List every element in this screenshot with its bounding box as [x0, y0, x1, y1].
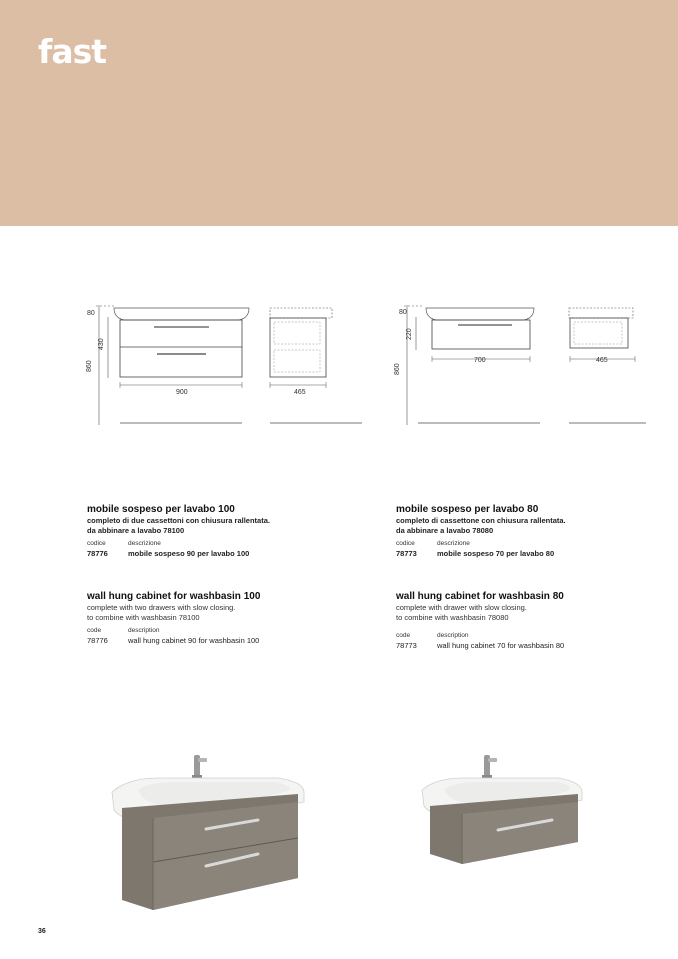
product-description: wall hung cabinet 70 for washbasin 80 — [437, 641, 565, 650]
description-label: descrizione — [437, 540, 470, 547]
product-code: 78773 — [396, 549, 417, 558]
product-desc: da abbinare a lavabo 78100 — [87, 526, 185, 535]
description-label: description — [128, 627, 160, 634]
page-number: 36 — [38, 928, 46, 935]
product-photo-right — [418, 750, 588, 875]
product-right-en — [396, 591, 656, 651]
code-label: codice — [87, 540, 106, 547]
dim-depth: 465 — [294, 389, 306, 396]
code-table — [396, 631, 656, 651]
product-title: mobile sospeso per lavabo 100 — [87, 504, 235, 515]
description-label: descrizione — [128, 540, 161, 547]
dim-mid: 220 — [406, 328, 413, 340]
product-desc: to combine with washbasin 78080 — [396, 613, 509, 622]
product-description: mobile sospeso 70 per lavabo 80 — [437, 549, 555, 558]
product-code: 78773 — [396, 641, 417, 650]
brand-logo: fast — [38, 32, 107, 71]
code-label: codice — [396, 540, 415, 547]
dim-depth: 465 — [596, 357, 608, 364]
code-table — [87, 626, 347, 646]
dim-mid: 430 — [98, 338, 105, 350]
description-label: description — [437, 632, 469, 639]
product-code: 78776 — [87, 636, 108, 645]
product-desc: complete with two drawers with slow closing. — [87, 603, 236, 612]
product-title: wall hung cabinet for washbasin 80 — [396, 591, 564, 602]
product-description: wall hung cabinet 90 for washbasin 100 — [128, 636, 260, 645]
header-banner — [0, 0, 678, 226]
product-right-it — [396, 504, 656, 559]
dim-top: 80 — [87, 310, 95, 317]
product-left-en — [87, 591, 347, 646]
dim-width: 700 — [474, 357, 486, 364]
product-desc: da abbinare a lavabo 78080 — [396, 526, 494, 535]
product-description: mobile sospeso 90 per lavabo 100 — [128, 549, 250, 558]
code-label: code — [87, 627, 102, 634]
dim-total: 860 — [86, 360, 93, 372]
technical-drawing-left — [84, 300, 374, 430]
product-code: 78776 — [87, 549, 108, 558]
product-title: wall hung cabinet for washbasin 100 — [87, 591, 261, 602]
product-desc: complete with drawer with slow closing. — [396, 603, 527, 612]
dim-width: 900 — [176, 389, 188, 396]
code-label: code — [396, 632, 411, 639]
product-photo-left — [108, 750, 308, 920]
technical-drawing-right — [392, 300, 652, 430]
product-desc: completo di due cassettoni con chiusura rallentata. — [87, 516, 270, 525]
code-table — [87, 539, 347, 559]
product-title: mobile sospeso per lavabo 80 — [396, 504, 539, 515]
product-left-it — [87, 504, 347, 559]
product-desc: completo di cassettone con chiusura rallentata. — [396, 516, 566, 525]
code-table — [396, 539, 656, 559]
dim-total: 860 — [394, 363, 401, 375]
product-desc: to combine with washbasin 78100 — [87, 613, 200, 622]
dim-top: 80 — [399, 309, 407, 316]
